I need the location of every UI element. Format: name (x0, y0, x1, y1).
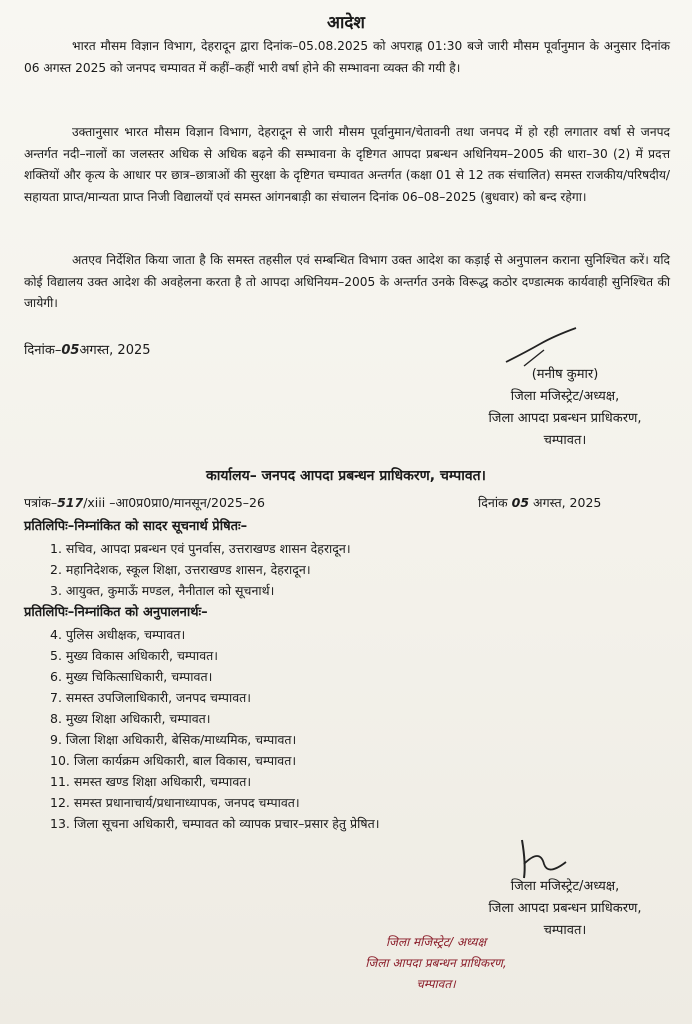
list-item: 9. जिला शिक्षा अधिकारी, बेसिक/माध्यमिक, चम्पावत। (50, 732, 297, 747)
list-item: 1. सचिव, आपदा प्रबन्धन एवं पुनर्वास, उत्तराखण्ड शासन देहरादून। (50, 541, 351, 556)
list-item: 7. समस्त उपजिलाधिकारी, जनपद चम्पावत। (50, 690, 252, 705)
signer-place: चम्पावत। (543, 433, 587, 448)
list-item: 11. समस्त खण्ड शिक्षा अधिकारी, चम्पावत। (50, 774, 252, 789)
order-paragraph-1: भारत मौसम विज्ञान विभाग, देहरादून द्वारा दिनांक–05.08.2025 को अपराह्न 01:30 बजे जारी मौसम पूर्वानुमान के अनुसार दिनांक 06 अगस्त 2025 को जनपद चम्पावत में कहीं–कहीं भारी वर्षा होने की सम्भावना व्यक्त की गयी है। (24, 39, 670, 75)
info-recipient-list (50, 538, 351, 601)
dispatch-date-handwritten: 05 (511, 495, 530, 510)
copy-comply-heading: प्रतिलिपिः–निम्नांकित को अनुपालनार्थः– (24, 605, 208, 620)
list-item: 12. समस्त प्रधानाचार्य/प्रधानाध्यापक, जनपद चम्पावत। (50, 795, 300, 810)
dispatch-signer-place: चम्पावत। (543, 923, 587, 938)
signer-name: (मनीष कुमार) (531, 367, 599, 382)
copy-info-heading: प्रतिलिपिः–निम्नांकित को सादर सूचनार्थ प्रेषितः– (24, 519, 248, 534)
list-item: 6. मुख्य चिकित्साधिकारी, चम्पावत। (50, 669, 213, 684)
order-paragraph-3: अतएव निर्देशित किया जाता है कि समस्त तहसील एवं सम्बन्धित विभाग उक्त आदेश का कड़ाई से अनुपालन कराना सुनिश्चित करें। यदि कोई विद्यालय उक्त आदेश की अवहेलना करता है तो आपदा अधिनियम–2005 के अन्तर्गत उनके विरूद्ध कठोर दण्डात्मक कार्यवाही सुनिश्चित की जायेगी। (24, 253, 670, 310)
dispatch-signer-title: जिला मजिस्ट्रेट/अध्यक्ष, (510, 879, 620, 894)
stamp-line-2: जिला आपदा प्रबन्धन प्राधिकरण, (365, 956, 507, 970)
official-stamp (336, 932, 536, 995)
dispatch-date-rest: अगस्त, 2025 (533, 495, 602, 510)
order-paragraph-2: उक्तानुसार भारत मौसम विज्ञान विभाग, देहरादून से जारी मौसम पूर्वानुमान/चेतावनी तथा जनपद में हो रही लगातार वर्षा से जनपद अन्तर्गत नदी–नालों का जलस्तर अधिक से अधिक बढ़ने की सम्भावना के दृष्टिगत आपदा प्रबन्धन अधिनियम–2005 की धारा–30 (2) में प्रदत्त शक्तियों और कृत्य के आधार पर छात्र–छात्राओं की सुरक्षा के दृष्टिगत चम्पावत अन्तर्गत (कक्षा 01 से 12 तक संचालित) समस्त राजकीय/परिषदीय/सहायता प्राप्त/मान्यता प्राप्त निजी विद्यालयों एवं समस्त आंगनबाड़ी का संचालन दिनांक 06–08–2025 (बुधवार) को बन्द रहेगा। (24, 125, 671, 204)
list-item: 3. आयुक्त, कुमाऊँ मण्डल, नैनीताल को सूचनार्थ। (50, 583, 275, 598)
list-item: 13. जिला सूचना अधिकारी, चम्पावत को व्यापक प्रचार–प्रसार हेतु प्रेषित। (50, 816, 380, 831)
ref-number-handwritten: 517 (57, 495, 84, 510)
order-title: आदेश (327, 13, 365, 33)
order-date-handwritten: 05 (61, 343, 80, 358)
stamp-line-3: चम्पावत। (416, 977, 456, 991)
list-item: 4. पुलिस अधीक्षक, चम्पावत। (50, 627, 186, 642)
signer-title: जिला मजिस्ट्रेट/अध्यक्ष, (510, 389, 620, 404)
signer-org: जिला आपदा प्रबन्धन प्राधिकरण, (488, 411, 642, 426)
list-item: 5. मुख्य विकास अधिकारी, चम्पावत। (50, 648, 219, 663)
order-date-rest: अगस्त, 2025 (79, 343, 151, 358)
order-signature-block (450, 364, 680, 452)
office-heading: कार्यालय– जनपद आपदा प्रबन्धन प्राधिकरण, चम्पावत। (206, 468, 486, 484)
order-date (24, 340, 151, 358)
stamp-line-1: जिला मजिस्ट्रेट/ अध्यक्ष (385, 935, 487, 949)
list-item: 8. मुख्य शिक्षा अधिकारी, चम्पावत। (50, 711, 211, 726)
list-item: 10. जिला कार्यक्रम अधिकारी, बाल विकास, चम्पावत। (50, 753, 297, 768)
dispatch-date (478, 494, 601, 511)
order-date-label: दिनांक– (24, 343, 62, 358)
dispatch-signer-org: जिला आपदा प्रबन्धन प्राधिकरण, (488, 901, 642, 916)
comply-recipient-list (50, 624, 379, 834)
ref-rest: /xiii –आ0प्र0प्रा0/मानसून/2025–26 (83, 495, 265, 510)
list-item: 2. महानिदेशक, स्कूल शिक्षा, उत्तराखण्ड शासन, देहरादून। (50, 562, 311, 577)
ref-label: पत्रांक– (24, 495, 58, 510)
dispatch-date-label: दिनांक (478, 495, 508, 510)
reference-number (24, 494, 265, 511)
